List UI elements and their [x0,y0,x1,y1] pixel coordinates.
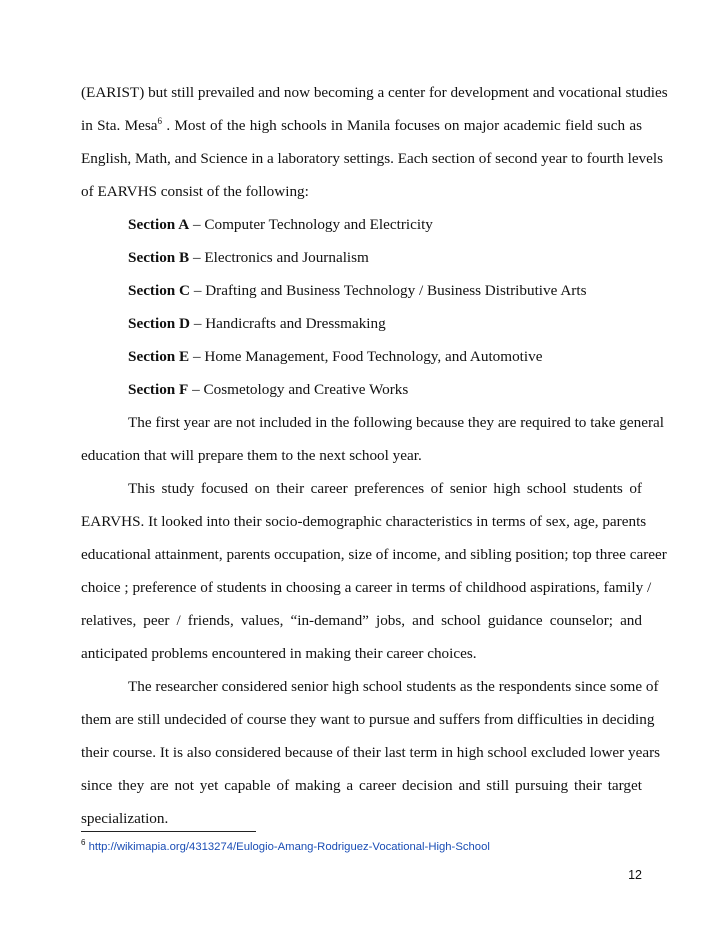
section-description: – Drafting and Business Technology / Business Distributive Arts [190,282,587,299]
section-description: – Computer Technology and Electricity [189,216,433,233]
section-name: Section B [128,249,190,266]
section-item [128,247,642,269]
footnote-separator [81,831,256,832]
section-description: – Electronics and Journalism [189,249,369,266]
body-line: choice ; preference of students in choosing a career in terms of childhood aspirations, family / [81,579,652,596]
body-line: educational attainment, parents occupation, size of income, and sibling position; top three career [81,546,667,563]
footnote-marker: 6 [81,838,86,848]
body-line [81,115,642,137]
footnote-link[interactable]: http://wikimapia.org/4313274/Eulogio-Amang-Rodriguez-Vocational-High-School [88,841,490,853]
body-line: This study focused on their career preferences of senior high school students of [128,480,642,497]
body-line: EARVHS. It looked into their socio-demographic characteristics in terms of sex, age, parents [81,513,647,530]
section-name: Section A [128,216,190,233]
body-line: anticipated problems encountered in making their career choices. [81,645,477,662]
body-line: (EARIST) but still prevailed and now becoming a center for development and vocational studies [81,84,668,101]
body-line: since they are not yet capable of making a career decision and still pursuing their target [81,777,642,794]
section-name: Section D [128,315,191,332]
page-number: 12 [628,868,642,882]
body-line: specialization. [81,810,169,827]
section-name: Section F [128,381,189,398]
section-name: Section E [128,348,190,365]
body-line: their course. It is also considered because of their last term in high school excluded lower years [81,744,661,761]
section-item [128,280,642,302]
body-line: of EARVHS consist of the following: [81,183,309,200]
section-item [128,313,642,335]
body-line: The first year are not included in the following because they are required to take general [128,414,664,431]
section-description: – Cosmetology and Creative Works [188,381,409,398]
body-line: The researcher considered senior high school students as the respondents since some of [128,678,659,695]
footnote [81,838,490,856]
body-line: education that will prepare them to the next school year. [81,447,422,464]
section-item [128,379,642,401]
body-line: them are still undecided of course they want to pursue and suffers from difficulties in deciding [81,711,655,728]
footnote-reference[interactable]: 6 [157,115,163,126]
section-name: Section C [128,282,191,299]
text-run: . Most of the high schools in Manila focuses on major academic field such as [162,117,642,134]
body-line: English, Math, and Science in a laboratory settings. Each section of second year to fourth levels [81,150,664,167]
text-run: in Sta. Mesa [81,117,158,134]
section-description: – Home Management, Food Technology, and Automotive [189,348,543,365]
body-line: relatives, peer / friends, values, “in-demand” jobs, and school guidance counselor; and [81,612,642,629]
section-description: – Handicrafts and Dressmaking [190,315,386,332]
section-item [128,346,642,368]
section-item [128,214,642,236]
